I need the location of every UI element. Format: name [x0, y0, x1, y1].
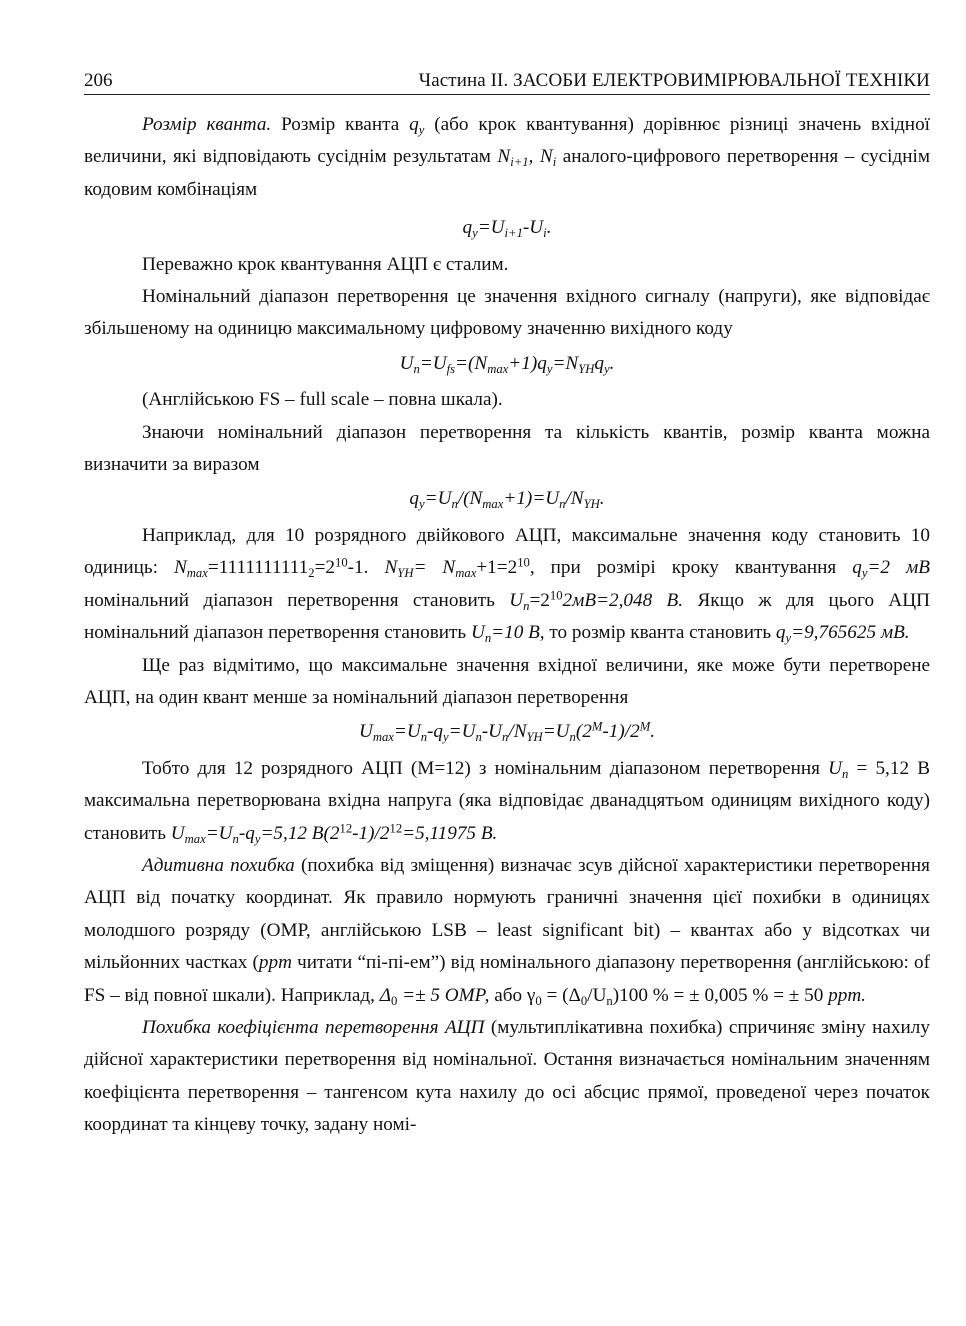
eq-part: +1)=U — [503, 488, 560, 510]
value: =5,12 В(2 — [260, 822, 340, 844]
eq-part: -1)/2 — [602, 721, 640, 743]
eq-sub: fs — [446, 361, 456, 376]
subscript: max — [186, 566, 208, 581]
subscript: i+1 — [510, 155, 529, 170]
eq-sub: n — [475, 730, 482, 745]
paragraph-gain-error — [84, 1012, 930, 1142]
text: (мультиплікативна похибка) спричиняє зміну нахилу дійсної характеристики перетворення від номінальної. Остання визначається номінальним значенням коефіцієнта перетворення – тангенсом кута нахилу до осі абсцис прямої, проведеної через початок координат та кінцеву точку, задану номі- — [84, 1016, 930, 1136]
value: =2 — [529, 589, 550, 611]
subscript: n — [232, 831, 239, 846]
eq-part: =U — [477, 217, 505, 239]
text: Якщо ж для цього АЦП номінальний діапазон перетворення становить — [84, 589, 931, 644]
page-number: 206 — [84, 70, 113, 91]
eq-sub: max — [372, 730, 394, 745]
symbol: N — [539, 146, 553, 168]
symbol: Δ — [379, 984, 391, 1006]
symbol: q — [852, 557, 862, 579]
subscript: 0 — [535, 993, 542, 1008]
text: (або крок квантування) дорівнює різниці значень вхідної величини, які відповідають сусіднім результатам — [84, 114, 930, 168]
eq-sub: n — [420, 730, 428, 745]
eq-sub: max — [482, 497, 504, 512]
subscript: y — [418, 123, 425, 138]
eq-part: =U — [393, 721, 421, 743]
symbol: U — [470, 622, 485, 644]
symbol: ppm — [258, 952, 292, 974]
eq-sub: y — [603, 361, 610, 376]
symbol: N — [173, 557, 187, 579]
eq-part: (2 — [575, 721, 592, 743]
eq-sub: n — [451, 497, 458, 512]
paragraph-additive-error — [84, 850, 930, 1012]
text: читати “пі-пі-ем”) від номінального діапазону перетворення (англійською: of FS – від повної шкали). Наприклад, — [84, 952, 930, 1006]
paragraph-quantum-size — [84, 109, 930, 206]
subscript: n — [484, 631, 492, 646]
eq-sub: YH — [583, 497, 600, 512]
eq-part: q — [594, 352, 604, 374]
text: )100 % = ± 0,005 % = ± 50 — [612, 984, 829, 1006]
text: /U — [587, 984, 607, 1006]
superscript: 10 — [517, 555, 530, 570]
superscript: 12 — [339, 821, 353, 836]
eq-sup: M — [591, 719, 603, 734]
eq-sub: n — [559, 497, 566, 512]
text: (похибка від зміщення) визначає зсув дійсної характеристики перетворення АЦП від початку координат. Як правило нормують граничні значення цієї похибки в одиницях молодшого розряду (ОМР, англійською LSB – least significant bit) – квантах або у відсотках чи мільйонних частках ( — [84, 854, 930, 974]
eq-part: -U — [522, 217, 544, 239]
superscript: 10 — [335, 555, 348, 570]
eq-sub: y — [419, 497, 425, 512]
value: =9,765625 мВ. — [791, 622, 910, 644]
eq-sub: y — [472, 226, 478, 241]
subscript: YH — [397, 566, 414, 581]
value: -1)/2 — [352, 822, 390, 844]
text: , — [528, 146, 540, 168]
eq-part: q — [409, 488, 419, 510]
value: =10 В, — [491, 622, 545, 644]
equation-quantum-size — [84, 483, 930, 515]
value: =2 — [314, 557, 335, 579]
symbol: q — [409, 114, 419, 135]
paragraph-nominal-range: Номінальний діапазон перетворення це значення вхідного сигналу (напруги), яке відповідає збільшеному на одиницю максимальному цифровому значенню вихідного коду — [84, 286, 930, 340]
text: то розмір кванта становить — [544, 622, 776, 644]
running-header — [84, 66, 930, 95]
eq-part: =U — [448, 721, 476, 743]
running-title: Частина II. ЗАСОБИ ЕЛЕКТРОВИМІРЮВАЛЬНОЇ ТЕХНІКИ — [418, 70, 930, 91]
eq-part: /N — [508, 721, 527, 743]
eq-sub: y — [546, 361, 553, 376]
equation-max-value — [84, 716, 930, 748]
symbol: U — [170, 822, 185, 844]
superscript: 12 — [389, 821, 403, 836]
subscript: n — [842, 766, 849, 781]
text: Наприклад, для 10 розрядного двійкового АЦП, максимальне значення коду становить 10 одиниць: — [84, 524, 930, 579]
paragraph-constant-step: Переважно крок квантування АЦП є сталим. — [142, 253, 509, 275]
subscript: 2 — [308, 566, 315, 581]
subscript: 0 — [580, 993, 588, 1008]
value: =± 5 ОМР, — [397, 984, 490, 1006]
eq-sub: y — [443, 730, 449, 745]
term-quantum-size: Розмір кванта. — [142, 114, 272, 135]
eq-part: =(N — [455, 352, 488, 374]
subscript: y — [861, 566, 868, 581]
subscript: y — [254, 831, 261, 846]
subscript: n — [523, 598, 530, 613]
eq-sub: i+1 — [504, 226, 523, 241]
equation-quantum — [84, 212, 930, 244]
eq-sub: YH — [526, 730, 543, 745]
paragraph-example-12bit — [84, 753, 930, 850]
eq-part: . — [599, 488, 605, 510]
page-body — [84, 109, 930, 1142]
text: або γ — [489, 984, 536, 1006]
value: +1=2 — [476, 557, 518, 579]
eq-part: +1)q — [508, 352, 547, 374]
value: -q — [238, 822, 255, 844]
eq-part: . — [609, 352, 615, 374]
eq-part: . — [650, 721, 656, 743]
value: =1111111111 — [207, 557, 309, 579]
symbol: = N — [413, 557, 456, 579]
symbol: N — [497, 146, 511, 168]
symbol: U — [828, 757, 842, 779]
term-gain-error: Похибка коефіцієнта перетворення АЦП — [142, 1016, 485, 1038]
subscript: i — [552, 155, 557, 170]
value: -1. — [347, 557, 385, 579]
eq-part: =U — [424, 488, 452, 510]
symbol: ppm. — [828, 984, 866, 1006]
subscript: max — [184, 831, 206, 846]
subscript: y — [785, 631, 792, 646]
value: = 5,12 В — [848, 757, 931, 779]
subscript: 0 — [391, 993, 398, 1008]
eq-part: -q — [427, 721, 444, 743]
symbol: N — [384, 557, 398, 579]
text: максимальна перетворювана вхідна напруга (яка відповідає дванадцятьом одиницям вихідного коду) становить — [84, 790, 930, 844]
symbol: U — [509, 589, 524, 611]
eq-part: U — [358, 721, 373, 743]
text: , при розмірі кроку квантування — [529, 557, 853, 579]
eq-part: /(N — [457, 488, 483, 510]
value: =5,11975 В. — [402, 822, 498, 844]
eq-sub: YH — [578, 361, 595, 376]
value: =2 мВ — [867, 557, 930, 579]
eq-part: -U — [481, 721, 503, 743]
text: Тобто для 12 розрядного АЦП (М=12) з номінальним діапазоном перетворення — [142, 757, 829, 779]
eq-sub: i — [543, 226, 547, 241]
value: =U — [205, 822, 233, 844]
text: = (Δ — [541, 984, 581, 1006]
eq-sub: max — [487, 361, 509, 376]
eq-sup: M — [639, 719, 651, 734]
eq-part: U — [399, 352, 414, 374]
equation-nominal-range — [84, 348, 930, 380]
paragraph-example-10bit — [84, 520, 930, 650]
subscript: max — [455, 566, 477, 581]
text: номінальний діапазон перетворення становить — [84, 589, 510, 611]
paragraph-quantum-expression: Знаючи номінальний діапазон перетворення та кількість квантів, розмір кванта можна визначити за виразом — [84, 421, 930, 476]
eq-part: =U — [542, 721, 570, 743]
term-additive-error: Адитивна похибка — [142, 854, 295, 876]
eq-part: q — [462, 217, 473, 239]
paragraph-max-value: Ще раз відмітимо, що максимальне значення вхідної величини, яке може бути перетворене АЦП, на один квант менше за номінальний діапазон перетворення — [84, 654, 930, 708]
eq-sub: n — [569, 730, 576, 745]
subscript: n — [606, 993, 613, 1008]
value: 2мВ=2,048 В. — [562, 589, 684, 611]
symbol: q — [775, 622, 786, 644]
eq-part: =U — [419, 352, 447, 374]
eq-sub: n — [502, 730, 509, 745]
text: аналого-цифрового перетворення – сусіднім кодовим комбінаціям — [84, 146, 930, 200]
eq-part: . — [546, 217, 552, 239]
paragraph-full-scale: (Англійською FS – full scale – повна шкала). — [142, 389, 503, 411]
eq-part: =N — [552, 352, 579, 374]
text: Розмір кванта — [271, 114, 410, 135]
superscript: 10 — [549, 588, 563, 603]
eq-sub: n — [413, 361, 420, 376]
eq-part: /N — [565, 488, 584, 510]
